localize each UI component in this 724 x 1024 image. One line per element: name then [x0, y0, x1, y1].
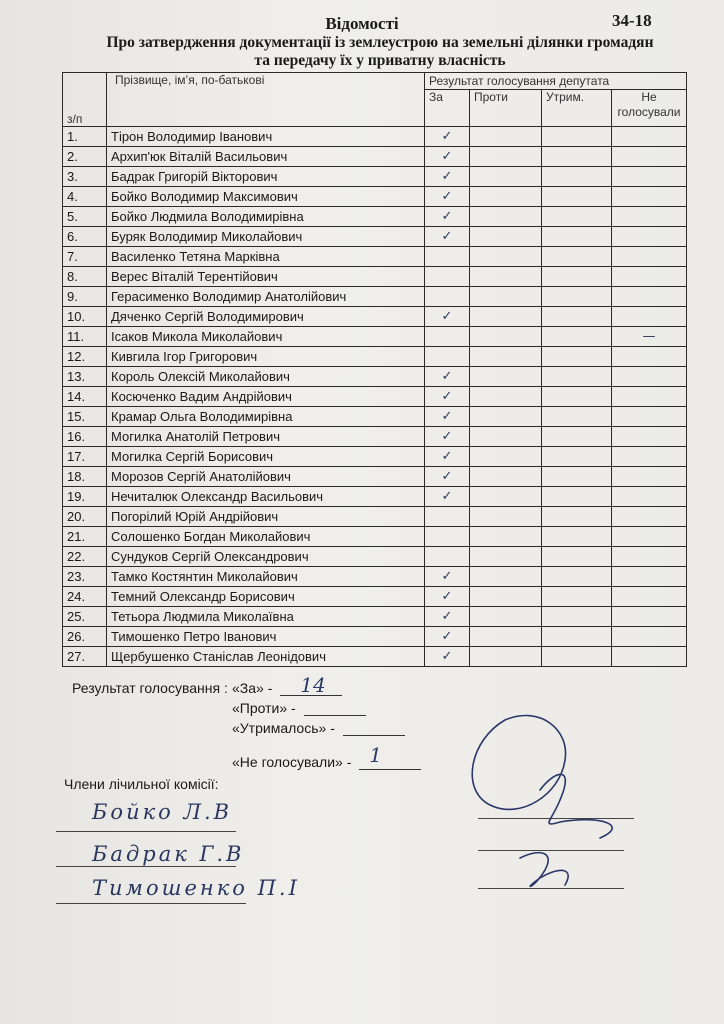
vote-for-cell: ✓ — [425, 467, 470, 487]
header-abstain: Утрим. — [542, 90, 612, 127]
row-name: Тірон Володимир Іванович — [107, 127, 425, 147]
row-number: 4. — [63, 187, 107, 207]
commission-member-2: Бадрак Г.В — [92, 842, 245, 866]
header-against: Проти — [470, 90, 542, 127]
result-for-value: 14 — [300, 673, 326, 697]
row-name: Герасименко Володимир Анатолійович — [107, 287, 425, 307]
vote-for-cell: ✓ — [425, 307, 470, 327]
row-number: 5. — [63, 207, 107, 227]
subtitle-line-2: та передачу їх у приватну власність — [254, 52, 506, 69]
header-number: з/п — [63, 73, 107, 127]
row-name: Тетьора Людмила Миколаївна — [107, 607, 425, 627]
vote-for-cell: ✓ — [425, 147, 470, 167]
vote-for-cell: ✓ — [425, 407, 470, 427]
result-for-label: «За» - — [232, 680, 273, 696]
row-name: Погорілий Юрій Андрійович — [107, 507, 425, 527]
vote-for-cell: ✓ — [425, 167, 470, 187]
row-name: Дяченко Сергій Володимирович — [107, 307, 425, 327]
row-number: 10. — [63, 307, 107, 327]
row-number: 20. — [63, 507, 107, 527]
commission-signature-2 — [520, 853, 568, 887]
vote-for-cell: ✓ — [425, 607, 470, 627]
row-number: 12. — [63, 347, 107, 367]
vote-not-voted-cell: — — [612, 327, 687, 347]
row-number: 19. — [63, 487, 107, 507]
results-label: Результат голосування : — [72, 680, 228, 696]
row-name: Нечиталюк Олександр Васильович — [107, 487, 425, 507]
row-name: Косюченко Вадим Андрійович — [107, 387, 425, 407]
row-name: Могилка Сергій Борисович — [107, 447, 425, 467]
row-name: Бойко Володимир Максимович — [107, 187, 425, 207]
row-name: Солошенко Богдан Миколайович — [107, 527, 425, 547]
vote-for-cell: ✓ — [425, 427, 470, 447]
row-name: Темний Олександр Борисович — [107, 587, 425, 607]
subtitle-line-1: Про затвердження документації із землеустрою на земельні ділянки громадян — [106, 34, 654, 51]
row-name: Василенко Тетяна Марківна — [107, 247, 425, 267]
vote-for-cell: ✓ — [425, 207, 470, 227]
result-against-label: «Проти» - — [232, 700, 296, 716]
vote-for-cell: ✓ — [425, 127, 470, 147]
row-name: Тимошенко Петро Іванович — [107, 627, 425, 647]
row-number: 21. — [63, 527, 107, 547]
row-number: 3. — [63, 167, 107, 187]
commission-member-3: Тимошенко П.І — [92, 876, 300, 900]
row-number: 23. — [63, 567, 107, 587]
commission-label: Члени лічильної комісії: — [64, 776, 219, 792]
header-name: Прізвище, ім’я, по-батькові — [107, 73, 425, 127]
row-number: 7. — [63, 247, 107, 267]
header-for: За — [425, 90, 470, 127]
row-number: 6. — [63, 227, 107, 247]
row-name: Архип'юк Віталій Васильович — [107, 147, 425, 167]
row-number: 9. — [63, 287, 107, 307]
row-name: Сундуков Сергій Олександрович — [107, 547, 425, 567]
row-number: 14. — [63, 387, 107, 407]
row-name: Щербушенко Станіслав Леонідович — [107, 647, 425, 667]
vote-for-cell: ✓ — [425, 587, 470, 607]
row-number: 25. — [63, 607, 107, 627]
vote-for-cell: ✓ — [425, 627, 470, 647]
row-name: Король Олексій Миколайович — [107, 367, 425, 387]
row-number: 26. — [63, 627, 107, 647]
header-not-voted: Не голосували — [612, 90, 687, 127]
row-number: 16. — [63, 427, 107, 447]
result-not-voted-label: «Не голосували» - — [232, 754, 352, 770]
row-name: Тамко Костянтин Миколайович — [107, 567, 425, 587]
vote-for-cell: ✓ — [425, 227, 470, 247]
vote-for-cell: ✓ — [425, 567, 470, 587]
row-number: 2. — [63, 147, 107, 167]
vote-for-cell: ✓ — [425, 387, 470, 407]
row-name: Верес Віталій Терентійович — [107, 267, 425, 287]
row-number: 24. — [63, 587, 107, 607]
result-not-voted-value: 1 — [369, 743, 382, 767]
row-number: 15. — [63, 407, 107, 427]
commission-member-1: Бойко Л.В — [92, 800, 233, 824]
header-result: Результат голосування депутата — [425, 73, 687, 90]
row-number: 1. — [63, 127, 107, 147]
row-number: 17. — [63, 447, 107, 467]
row-number: 22. — [63, 547, 107, 567]
row-number: 18. — [63, 467, 107, 487]
row-name: Кивгила Ігор Григорович — [107, 347, 425, 367]
document-title: Відомості — [325, 14, 399, 33]
vote-for-cell: ✓ — [425, 487, 470, 507]
vote-for-cell: ✓ — [425, 447, 470, 467]
row-number: 13. — [63, 367, 107, 387]
row-number: 11. — [63, 327, 107, 347]
document-number: 34-18 — [612, 11, 652, 30]
vote-for-cell: ✓ — [425, 647, 470, 667]
row-name: Ісаков Микола Миколайович — [107, 327, 425, 347]
result-abstain-label: «Утрималось» - — [232, 720, 335, 736]
row-name: Могилка Анатолій Петрович — [107, 427, 425, 447]
row-number: 8. — [63, 267, 107, 287]
row-number: 27. — [63, 647, 107, 667]
row-name: Крамар Ольга Володимирівна — [107, 407, 425, 427]
row-name: Бойко Людмила Володимирівна — [107, 207, 425, 227]
vote-for-cell: ✓ — [425, 367, 470, 387]
row-name: Буряк Володимир Миколайович — [107, 227, 425, 247]
vote-for-cell: ✓ — [425, 187, 470, 207]
row-name: Бадрак Григорій Вікторович — [107, 167, 425, 187]
chair-signature — [472, 716, 612, 838]
row-name: Морозов Сергій Анатолійович — [107, 467, 425, 487]
